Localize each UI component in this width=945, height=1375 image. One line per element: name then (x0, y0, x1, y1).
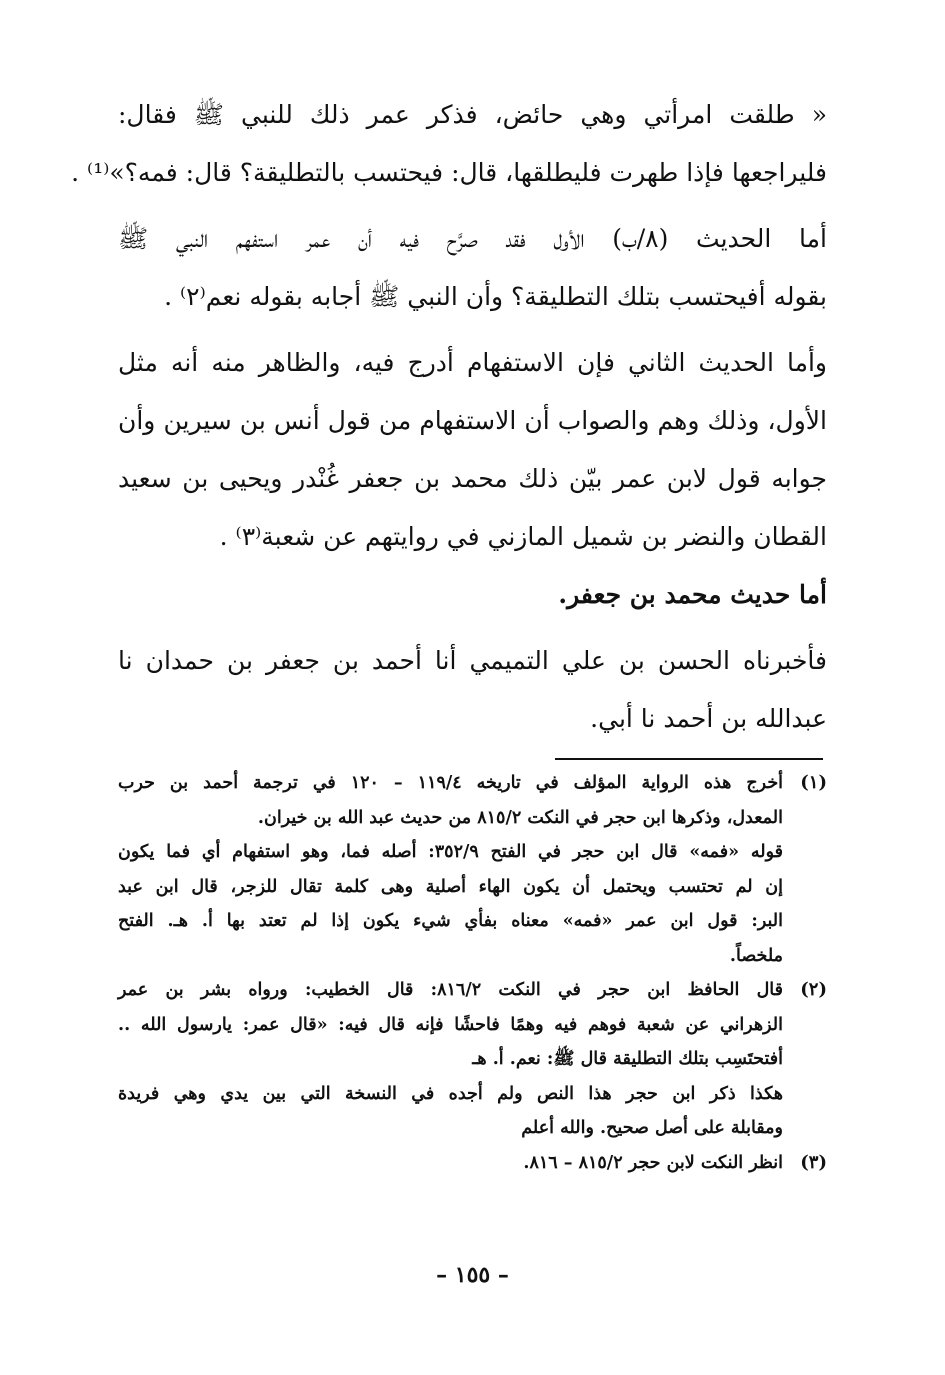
footnote-1 (118, 772, 827, 979)
footnote-line: أفتحتَسِب بتلك التطليقة قال ﷺ: نعم. أ. هـ (472, 1049, 783, 1069)
footnote-line: قوله «فمه» قال ابن حجر في الفتح ٣٥٢/٩: أصله فما، وهو استفهام أي فما يكون (118, 842, 783, 862)
section-heading: أما حديث محمد بن جعفر. (558, 580, 827, 609)
text-line: عبدالله بن أحمد نا أبي. (590, 704, 827, 733)
footnotes (118, 772, 827, 1186)
footnote-line: ملخصاً. (729, 945, 783, 966)
footnote-number: (١) (800, 772, 827, 793)
text-line: فأخبرناه الحسن بن علي التميمي أنا أحمد بن جعفر بن حمدان نا (118, 646, 827, 675)
footnote-line: ومقابلة على أصل صحيح. والله أعلم (521, 1118, 783, 1138)
text-line: بقوله أفيحتسب بتلك التطليقة؟ وأن النبي ﷺ أجابه بقوله نعم⁽٢⁾ . (164, 282, 827, 311)
footnote-divider (555, 758, 823, 760)
footnote-number: (٢) (800, 979, 827, 1000)
text-line: فليراجعها فإذا طهرت فليطلقها، قال: فيحتسب بالتطليقة؟ قال: فمه؟»⁽¹⁾ . (71, 158, 827, 187)
footnote-line: أخرج هذه الرواية المؤلف في تاريخه ١١٩/٤ – ١٢٠ في ترجمة أحمد بن حرب (118, 773, 784, 793)
footnote-line: المعدل، وذكرها ابن حجر في النكت ٨١٥/٢ من حديث عبد الله بن خيران. (257, 807, 783, 828)
footnote-line: إن لم تحتسب ويحتمل أن يكون الهاء أصلية وهى كلمة تقال للزجر، قال ابن عبد (118, 876, 783, 897)
main-text (71, 100, 827, 762)
text-line: أما الحديث (٨/ب) الأول فقد صرَّح فيه أن عمر استفهم النبي ﷺ (118, 224, 827, 253)
text-line: الأول، وذلك وهم والصواب أن الاستفهام من قول أنس بن سيرين وأن (118, 406, 827, 435)
footnote-line: هكذا ذكر ابن حجر هذا النص ولم أجده في النسخة التي بين يدي وهي فريدة (118, 1083, 783, 1104)
text-line: وأما الحديث الثاني فإن الاستفهام أدرج فيه، والظاهر منه أنه مثل (118, 348, 827, 377)
footnote-line: قال الحافظ ابن حجر في النكت ٨١٦/٢: قال الخطيب: ورواه بشر بن عمر (118, 980, 783, 1000)
footnote-line: انظر النكت لابن حجر ٨١٥/٢ – ٨١٦. (523, 1152, 783, 1173)
footnote-line: البر: قول ابن عمر «فمه» معناه بفأي شيء يكون إذا لم تعتد بها أ. هـ. الفتح (118, 911, 783, 931)
footnote-3 (118, 1152, 827, 1187)
text-line: « طلقت امرأتي وهي حائض، فذكر عمر ذلك للنبي ﷺ فقال: (118, 100, 827, 129)
text-line: جوابه قول لابن عمر بيّن ذلك محمد بن جعفر غُنْدر ويحيى بن سعيد (118, 464, 827, 493)
footnote-line: الزهراني عن شعبة فوهم فيه وهمًا فاحشًا فإنه قال فيه: «قال عمر: يارسول الله .. (118, 1014, 783, 1035)
footnote-2 (118, 979, 827, 1152)
footnote-number: (٣) (800, 1151, 827, 1173)
page-number: – ١٥٥ – (436, 1262, 509, 1288)
text-line: القطان والنضر بن شميل المازني في روايتهم عن شعبة⁽٣⁾ . (219, 522, 827, 551)
